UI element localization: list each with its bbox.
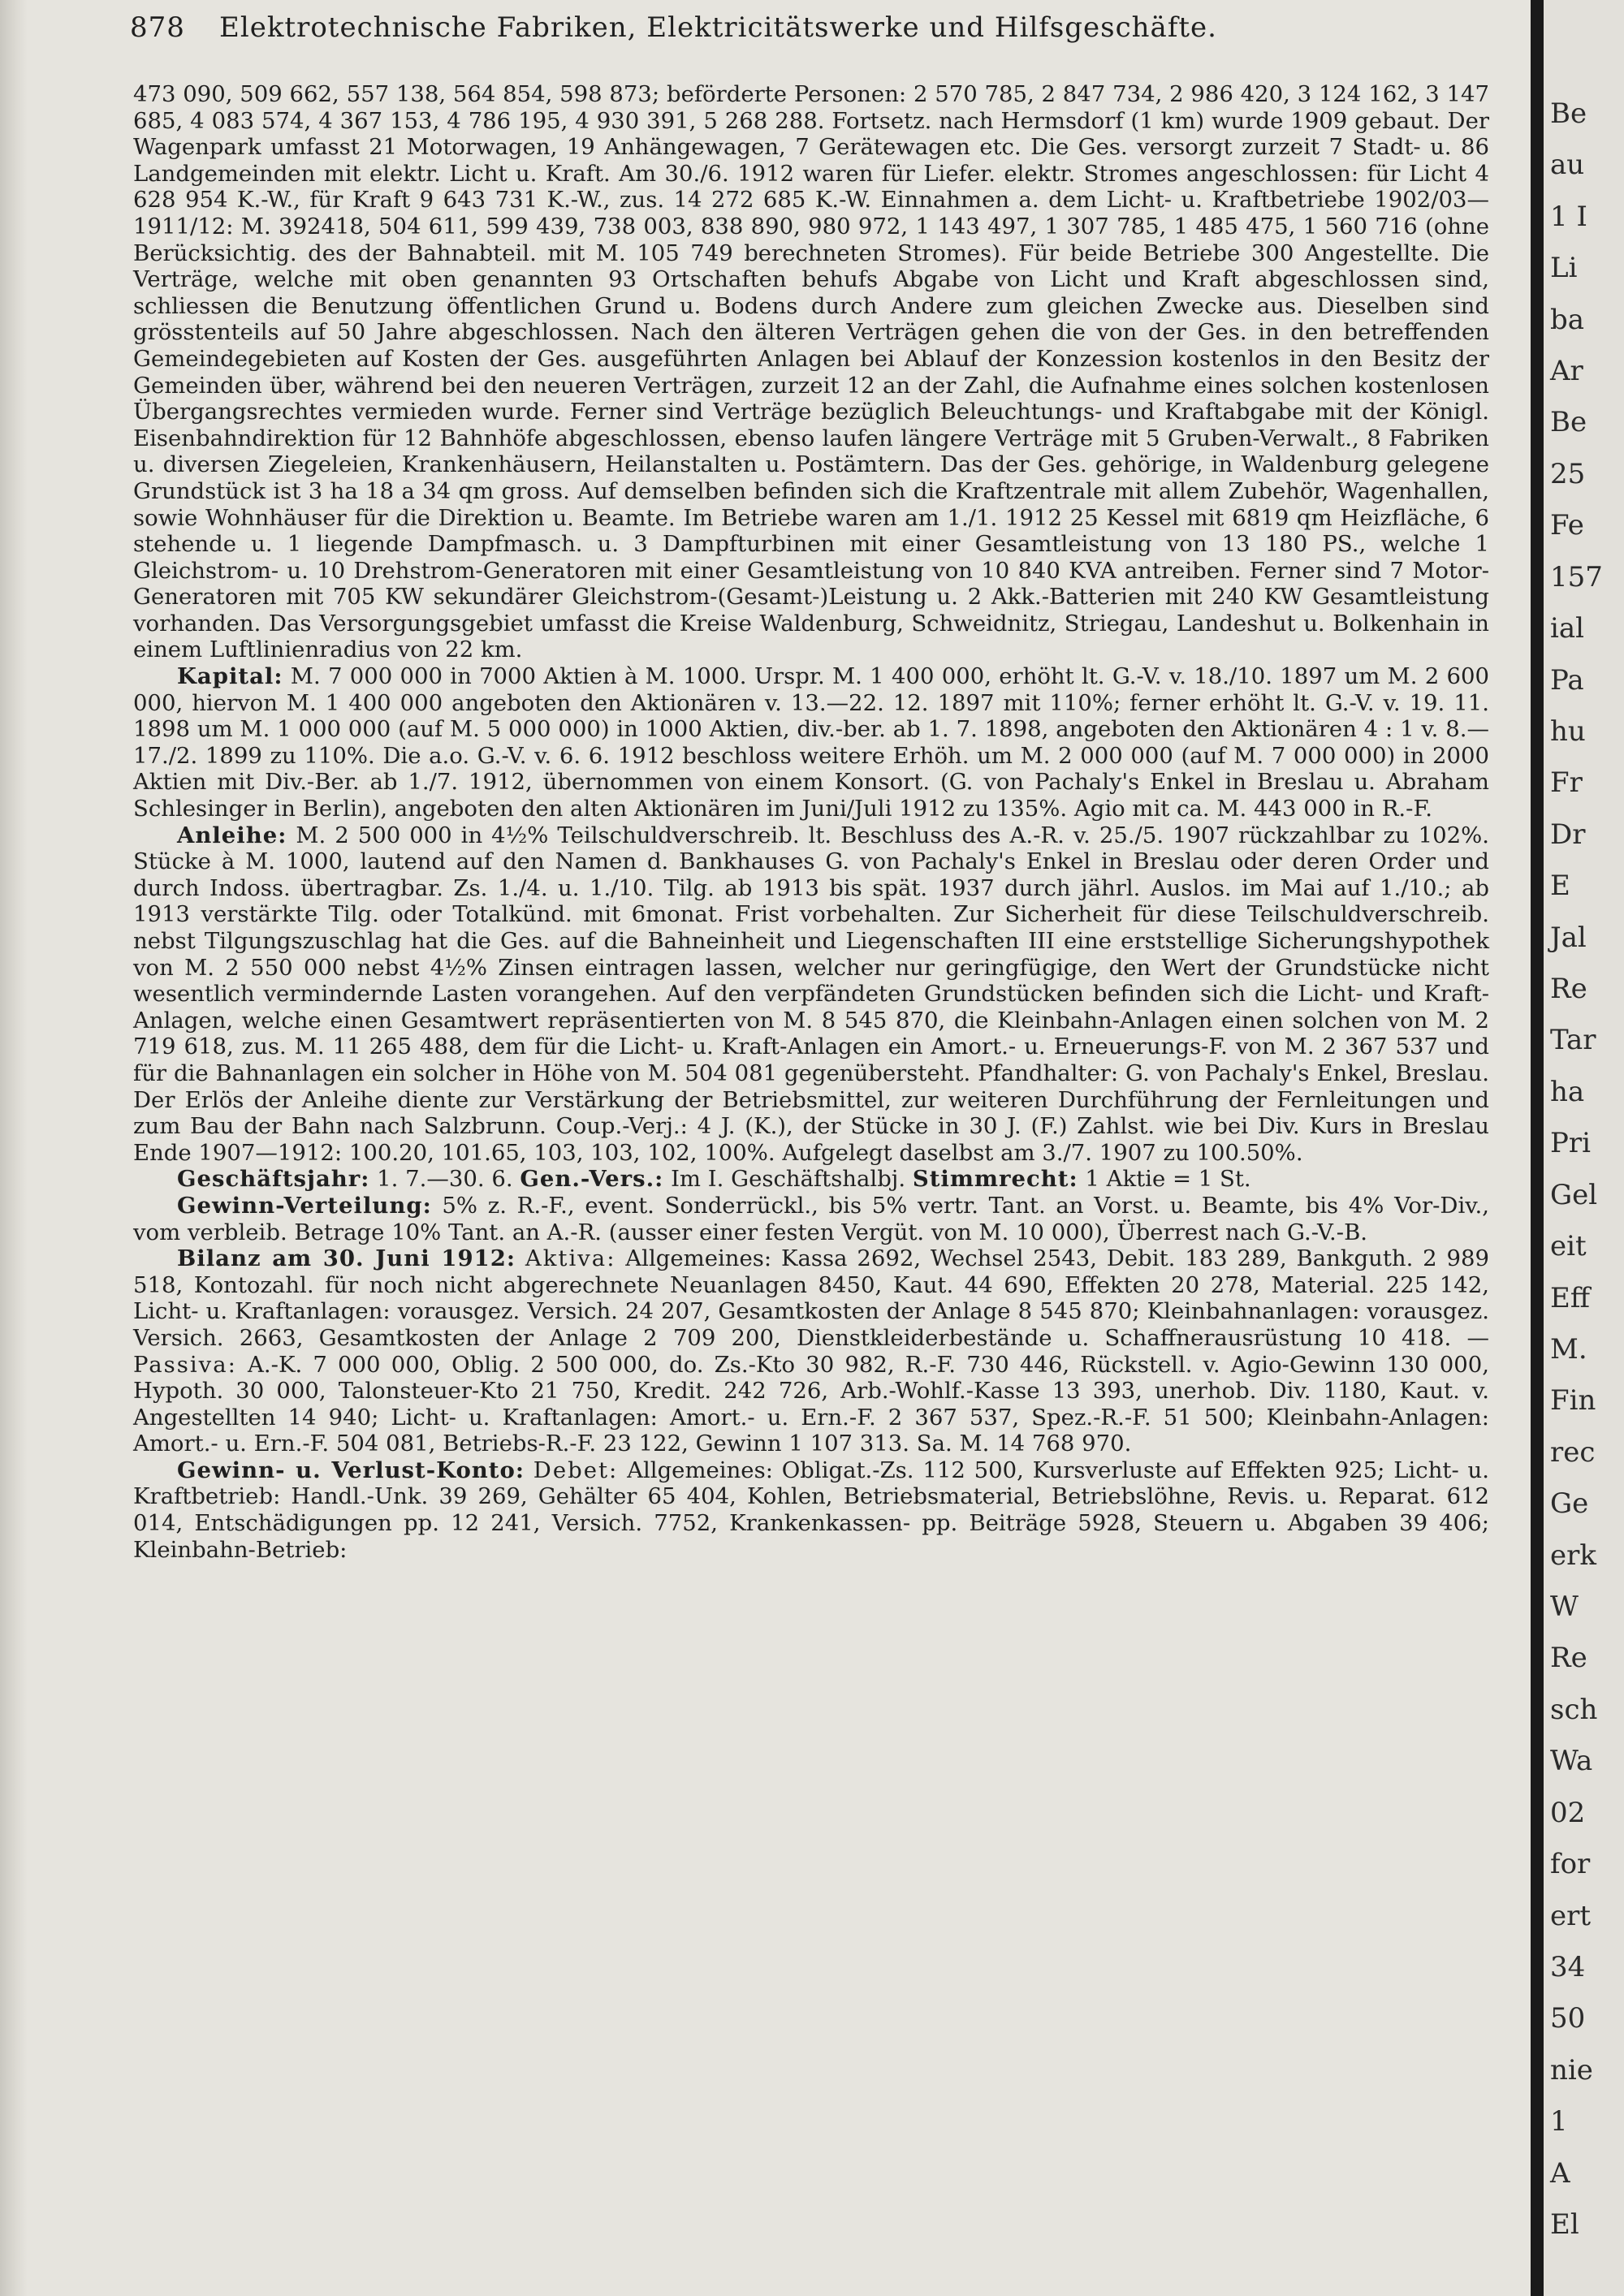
- stimmrecht-label: Stimmrecht:: [912, 1166, 1078, 1193]
- neighbor-fragment: Tar: [1550, 1024, 1596, 1056]
- neighbor-fragment: 34: [1550, 1951, 1586, 1983]
- kapital-text: M. 7 000 000 in 7000 Aktien à M. 1000. Urspr. M. 1 400 000, erhöht lt. G.-V. v. 18./10. 1897 um M. 2 600 000, hiervon M. 1 400 000 angeboten den Aktionären v. 13.—22. 12. 1897 mit 110%; ferner erhöht lt. G.-V. v. 19. 11. 1898 um M. 1 000 000 (auf M. 5 000 000) in 1000 Aktien, div.-ber. ab 1. 7. 1898, angeboten den Aktionären 4 : 1 v. 8.—17./2. 1899 zu 110%. Die a.o. G.-V. v. 6. 6. 1912 beschloss weitere Erhöh. um M. 2 000 000 (auf M. 7 000 000) in 2000 Aktien mit Div.-Ber. ab 1./7. 1912, übernommen von einem Konsort. (G. von Pachaly's Enkel in Breslau u. Abraham Schlesinger in Berlin), angeboten den alten Aktionären im Juni/Juli 1912 zu 135%. Agio mit ca. M. 443 000 in R.-F.: [133, 663, 1489, 822]
- book-page: [114, 0, 1494, 2296]
- passiva-label: Passiva:: [133, 1351, 237, 1378]
- neighbor-fragment: Gel: [1550, 1179, 1598, 1211]
- neighbor-fragment: sch: [1550, 1694, 1598, 1726]
- neighbor-fragment: A: [1550, 2157, 1570, 2190]
- aktiva-text: Allgemeines: Kassa 2692, Wechsel 2543, Debit. 183 289, Bankguth. 2 989 518, Kontozahl. für noch nicht abgerechnete Neuanlagen 8450, Kaut. 44 690, Effekten 20 278, Material. 225 142, Licht- u. Kraftanlagen: vorausgez. Versich. 24 207, Gesamtkosten der Anlage 8 545 870; Kleinbahnanlagen: vorausgez. Versich. 2663, Gesamtkosten der Anlage 2 709 200, Dienstkleiderbestände u. Schaffnerausrüstung 10 418. —: [133, 1245, 1489, 1351]
- neighbor-fragment: El: [1550, 2208, 1579, 2241]
- guv-label: Gewinn- u. Verlust-Konto:: [177, 1457, 525, 1483]
- neighbor-fragment: ert: [1550, 1900, 1592, 1932]
- neighbor-fragment: Li: [1550, 252, 1578, 284]
- neighbor-fragment: Pri: [1550, 1127, 1592, 1159]
- debet-label: Debet:: [533, 1457, 619, 1483]
- debet-text: Allgemeines: Obligat.-Zs. 112 500, Kursverluste auf Effekten 925; Licht- u. Kraftbetrieb: Handl.-Unk. 39 269, Gehälter 65 404, Kohlen, Betriebsmaterial, Betriebslöhne, Revis. u. Reparat. 612 014, Entschädigungen pp. 12 241, Versich. 7752, Krankenkassen- pp. Beiträge 5928, Steuern u. Abgaben 39 406; Kleinbahn-Betrieb:: [133, 1457, 1489, 1563]
- neighbor-fragment: W: [1550, 1590, 1579, 1623]
- neighbor-fragment: Jal: [1550, 921, 1587, 954]
- neighbor-fragment: 1 I: [1550, 201, 1587, 233]
- bilanz-paragraph: [133, 1245, 1489, 1457]
- bilanz-label: Bilanz am 30. Juni 1912:: [177, 1245, 516, 1272]
- neighbor-fragment: Be: [1550, 406, 1587, 438]
- guv-paragraph: [133, 1457, 1489, 1563]
- neighbor-fragment: E: [1550, 870, 1570, 902]
- neighbor-fragment: ha: [1550, 1076, 1585, 1108]
- neighbor-fragment: 02: [1550, 1797, 1586, 1829]
- geschaeftsjahr-label: Geschäftsjahr:: [177, 1166, 370, 1193]
- anleihe-text: M. 2 500 000 in 4½% Teilschuldverschreib. lt. Beschluss des A.-R. v. 25./5. 1907 rückzahlbar zu 102%. Stücke à M. 1000, lautend auf den Namen d. Bankhauses G. von Pachaly's Enkel in Breslau oder deren Order und durch Indoss. übertragbar. Zs. 1./4. u. 1./10. Tilg. ab 1913 bis spät. 1937 durch jährl. Auslos. im Mai auf 1./10.; ab 1913 verstärkte Tilg. oder Totalkünd. mit 6monat. Frist vorbehalten. Zur Sicherheit für diese Teilschuldverschreib. nebst Tilgungszuschlag hat die Ges. auf die Bahneinheit und Liegenschaften III eine erststellige Sicherungshypothek von M. 2 550 000 nebst 4½% Zinsen eintragen lassen, welcher nur geringfügige, den Wert der Grundstücke nicht wesentlich vermindernde Lasten vorangehen. Auf den verpfändeten Grundstücken befinden sich die Licht- und Kraft-Anlagen, welche einen Gesamtwert repräsentierten von M. 8 545 870, die Kleinbahn-Anlagen einen solchen von M. 2 719 618, zus. M. 11 265 488, dem für die Licht- u. Kraft-Anlagen ein Amort.- u. Erneuerungs-F. von M. 2 367 537 und für die Bahnanlagen ein solcher in Höhe von M. 504 081 gegenübersteht. Pfandhalter: G. von Pachaly's Enkel, Breslau. Der Erlös der Anleihe diente zur Verstärkung der Betriebsmittel, zur weiteren Durchführung der Fernleitungen und zum Bau der Bahn nach Salzbrunn. Coup.-Verj.: 4 J. (K.), der Stücke in 30 J. (F.) Zahlst. wie bei Div. Kurs in Breslau Ende 1907—1912: 100.20, 101.65, 103, 103, 102, 100%. Aufgelegt daselbst am 3./7. 1907 zu 100.50%.: [133, 822, 1489, 1166]
- page-header: [130, 5, 1494, 50]
- genvers-label: Gen.-Vers.:: [520, 1166, 664, 1193]
- article-body: [133, 81, 1489, 1563]
- neighbor-fragment: rec: [1550, 1436, 1596, 1469]
- neighbor-fragment: Ar: [1550, 355, 1583, 387]
- neighbor-fragment: nie: [1550, 2054, 1593, 2087]
- gewinn-label: Gewinn-Verteilung:: [177, 1192, 432, 1219]
- neighbor-fragment: Ge: [1550, 1487, 1589, 1520]
- gewinn-text: 5% z. R.-F., event. Sonderrückl., bis 5% vertr. Tant. an Vorst. u. Beamte, bis 4% Vor-Div., vom verbleib. Betrage 10% Tant. an A.-R. (ausser einer festen Vergüt. von M. 10 000), Überrest nach G.-V.-B.: [133, 1192, 1489, 1245]
- intro-paragraph: [133, 81, 1489, 663]
- kapital-paragraph: [133, 663, 1489, 822]
- stimmrecht-text: 1 Aktie = 1 St.: [1078, 1166, 1251, 1193]
- neighbor-fragment: 50: [1550, 2002, 1586, 2035]
- anleihe-label: Anleihe:: [177, 822, 287, 848]
- neighbor-fragment: Fe: [1550, 509, 1584, 542]
- neighbor-fragment: Fin: [1550, 1384, 1596, 1417]
- neighbor-fragment: eit: [1550, 1230, 1587, 1262]
- neighbor-page-edge: [1544, 0, 1624, 2296]
- neighbor-fragment: Be: [1550, 97, 1587, 130]
- anleihe-paragraph: [133, 822, 1489, 1167]
- page-number: 878: [130, 11, 185, 44]
- neighbor-fragment: Dr: [1550, 818, 1586, 851]
- neighbor-fragment: 157: [1550, 561, 1603, 593]
- aktiva-label: Aktiva:: [525, 1245, 616, 1272]
- intro-text: 473 090, 509 662, 557 138, 564 854, 598 873; beförderte Personen: 2 570 785, 2 847 734, 2 986 420, 3 124 162, 3 147 685, 4 083 574, 4 367 153, 4 786 195, 4 930 391, 5 268 288. Fortsetz. nach Hermsdorf (1 km) wurde 1909 gebaut. Der Wagenpark umfasst 21 Motorwagen, 19 Anhängewagen, 7 Gerätewagen etc. Die Ges. versorgt zurzeit 7 Stadt- u. 86 Landgemeinden mit elektr. Licht u. Kraft. Am 30./6. 1912 waren für Liefer. elektr. Stromes angeschlossen: für Licht 4 628 954 K.-W., für Kraft 9 643 731 K.-W., zus. 14 272 685 K.-W. Einnahmen a. dem Licht- u. Kraftbetriebe 1902/03—1911/12: M. 392418, 504 611, 599 439, 738 003, 838 890, 980 972, 1 143 497, 1 307 785, 1 485 475, 1 560 716 (ohne Berücksichtig. des der Bahnabteil. mit M. 105 749 berechneten Stromes). Für beide Betriebe 300 Angestellte. Die Verträge, welche mit oben genannten 93 Ortschaften behufs Abgabe von Licht und Kraft abgeschlossen sind, schliessen die Benutzung öffentlichen Grund u. Bodens durch Andere zum gleichen Zwecke aus. Dieselben sind grösstenteils auf 50 Jahre abgeschlossen. Nach den älteren Verträgen gehen die von der Ges. in den betreffenden Gemeindegebieten auf Kosten der Ges. ausgeführten Anlagen bei Ablauf der Konzession kostenlos in den Besitz der Gemeinden über, während bei den neueren Verträgen, zurzeit 12 an der Zahl, die Aufnahme eines solchen kostenlosen Übergangsrechtes vermieden wurde. Ferner sind Verträge bezüglich Beleuchtungs- und Kraftabgabe mit der Königl. Eisenbahndirektion für 12 Bahnhöfe abgeschlossen, ebenso laufen längere Verträge mit 5 Gruben-Verwalt., 8 Fabriken u. diversen Ziegeleien, Krankenhäusern, Heilanstalten u. Postämtern. Das der Ges. gehörige, in Waldenburg gelegene Grundstück ist 3 ha 18 a 34 qm gross. Auf demselben befinden sich die Kraftzentrale mit allem Zubehör, Wagenhallen, sowie Wohnhäuser für die Direktion u. Beamte. Im Betriebe waren am 1./1. 1912 25 Kessel mit 6819 qm Heizfläche, 6 stehende u. 1 liegende Dampfmasch. u. 3 Dampfturbinen mit einer Gesamtleistung von 13 180 PS., welche 1 Gleichstrom- u. 10 Drehstrom-Generatoren mit einer Gesamtleistung von 10 840 KVA antreiben. Ferner sind 7 Motor-Generatoren mit 705 KW sekundärer Gleichstrom-(Gesamt-)Leistung u. 2 Akk.-Batterien mit 240 KW Gesamtleistung vorhanden. Das Versorgungsgebiet umfasst die Kreise Waldenburg, Schweidnitz, Striegau, Landeshut u. Bolkenhain in einem Luftlinienradius von 22 km.: [133, 81, 1489, 663]
- neighbor-fragment: ial: [1550, 612, 1585, 645]
- neighbor-fragment: au: [1550, 149, 1585, 181]
- passiva-text: A.-K. 7 000 000, Oblig. 2 500 000, do. Zs.-Kto 30 982, R.-F. 730 446, Rückstell. v. Agio-Gewinn 130 000, Hypoth. 30 000, Talonsteuer-Kto 21 750, Kredit. 242 726, Arb.-Wohlf.-Kasse 13 393, unerhob. Div. 1180, Kaut. v. Angestellten 14 940; Licht- u. Kraftanlagen: Amort.- u. Ern.-F. 2 367 537, Spez.-R.-F. 51 500; Kleinbahn-Anlagen: Amort.- u. Ern.-F. 504 081, Betriebs-R.-F. 23 122, Gewinn 1 107 313. Sa. M. 14 768 970.: [133, 1351, 1489, 1457]
- neighbor-fragment: Pa: [1550, 664, 1584, 697]
- geschaeftsjahr-paragraph: [133, 1166, 1489, 1193]
- running-title: Elektrotechnische Fabriken, Elektricitätswerke und Hilfsgeschäfte.: [219, 11, 1217, 44]
- geschaeftsjahr-text: 1. 7.—30. 6.: [369, 1166, 520, 1193]
- neighbor-fragment: Re: [1550, 973, 1587, 1005]
- neighbor-fragment: Wa: [1550, 1745, 1593, 1777]
- neighbor-fragment: for: [1550, 1848, 1591, 1880]
- neighbor-fragment: 25: [1550, 458, 1586, 490]
- neighbor-fragment: Re: [1550, 1642, 1587, 1674]
- neighbor-fragment: 1: [1550, 2105, 1568, 2138]
- book-gutter: [1531, 0, 1544, 2296]
- neighbor-fragment: M.: [1550, 1333, 1587, 1366]
- neighbor-fragment: hu: [1550, 715, 1586, 748]
- neighbor-fragment: Fr: [1550, 766, 1583, 799]
- neighbor-fragment: Eff: [1550, 1282, 1590, 1314]
- scan-left-margin: [0, 0, 28, 2296]
- gewinn-paragraph: [133, 1193, 1489, 1245]
- genvers-text: Im I. Geschäftshalbj.: [663, 1166, 913, 1193]
- neighbor-fragment: ba: [1550, 304, 1585, 336]
- kapital-label: Kapital:: [177, 663, 283, 690]
- neighbor-fragment: erk: [1550, 1539, 1596, 1572]
